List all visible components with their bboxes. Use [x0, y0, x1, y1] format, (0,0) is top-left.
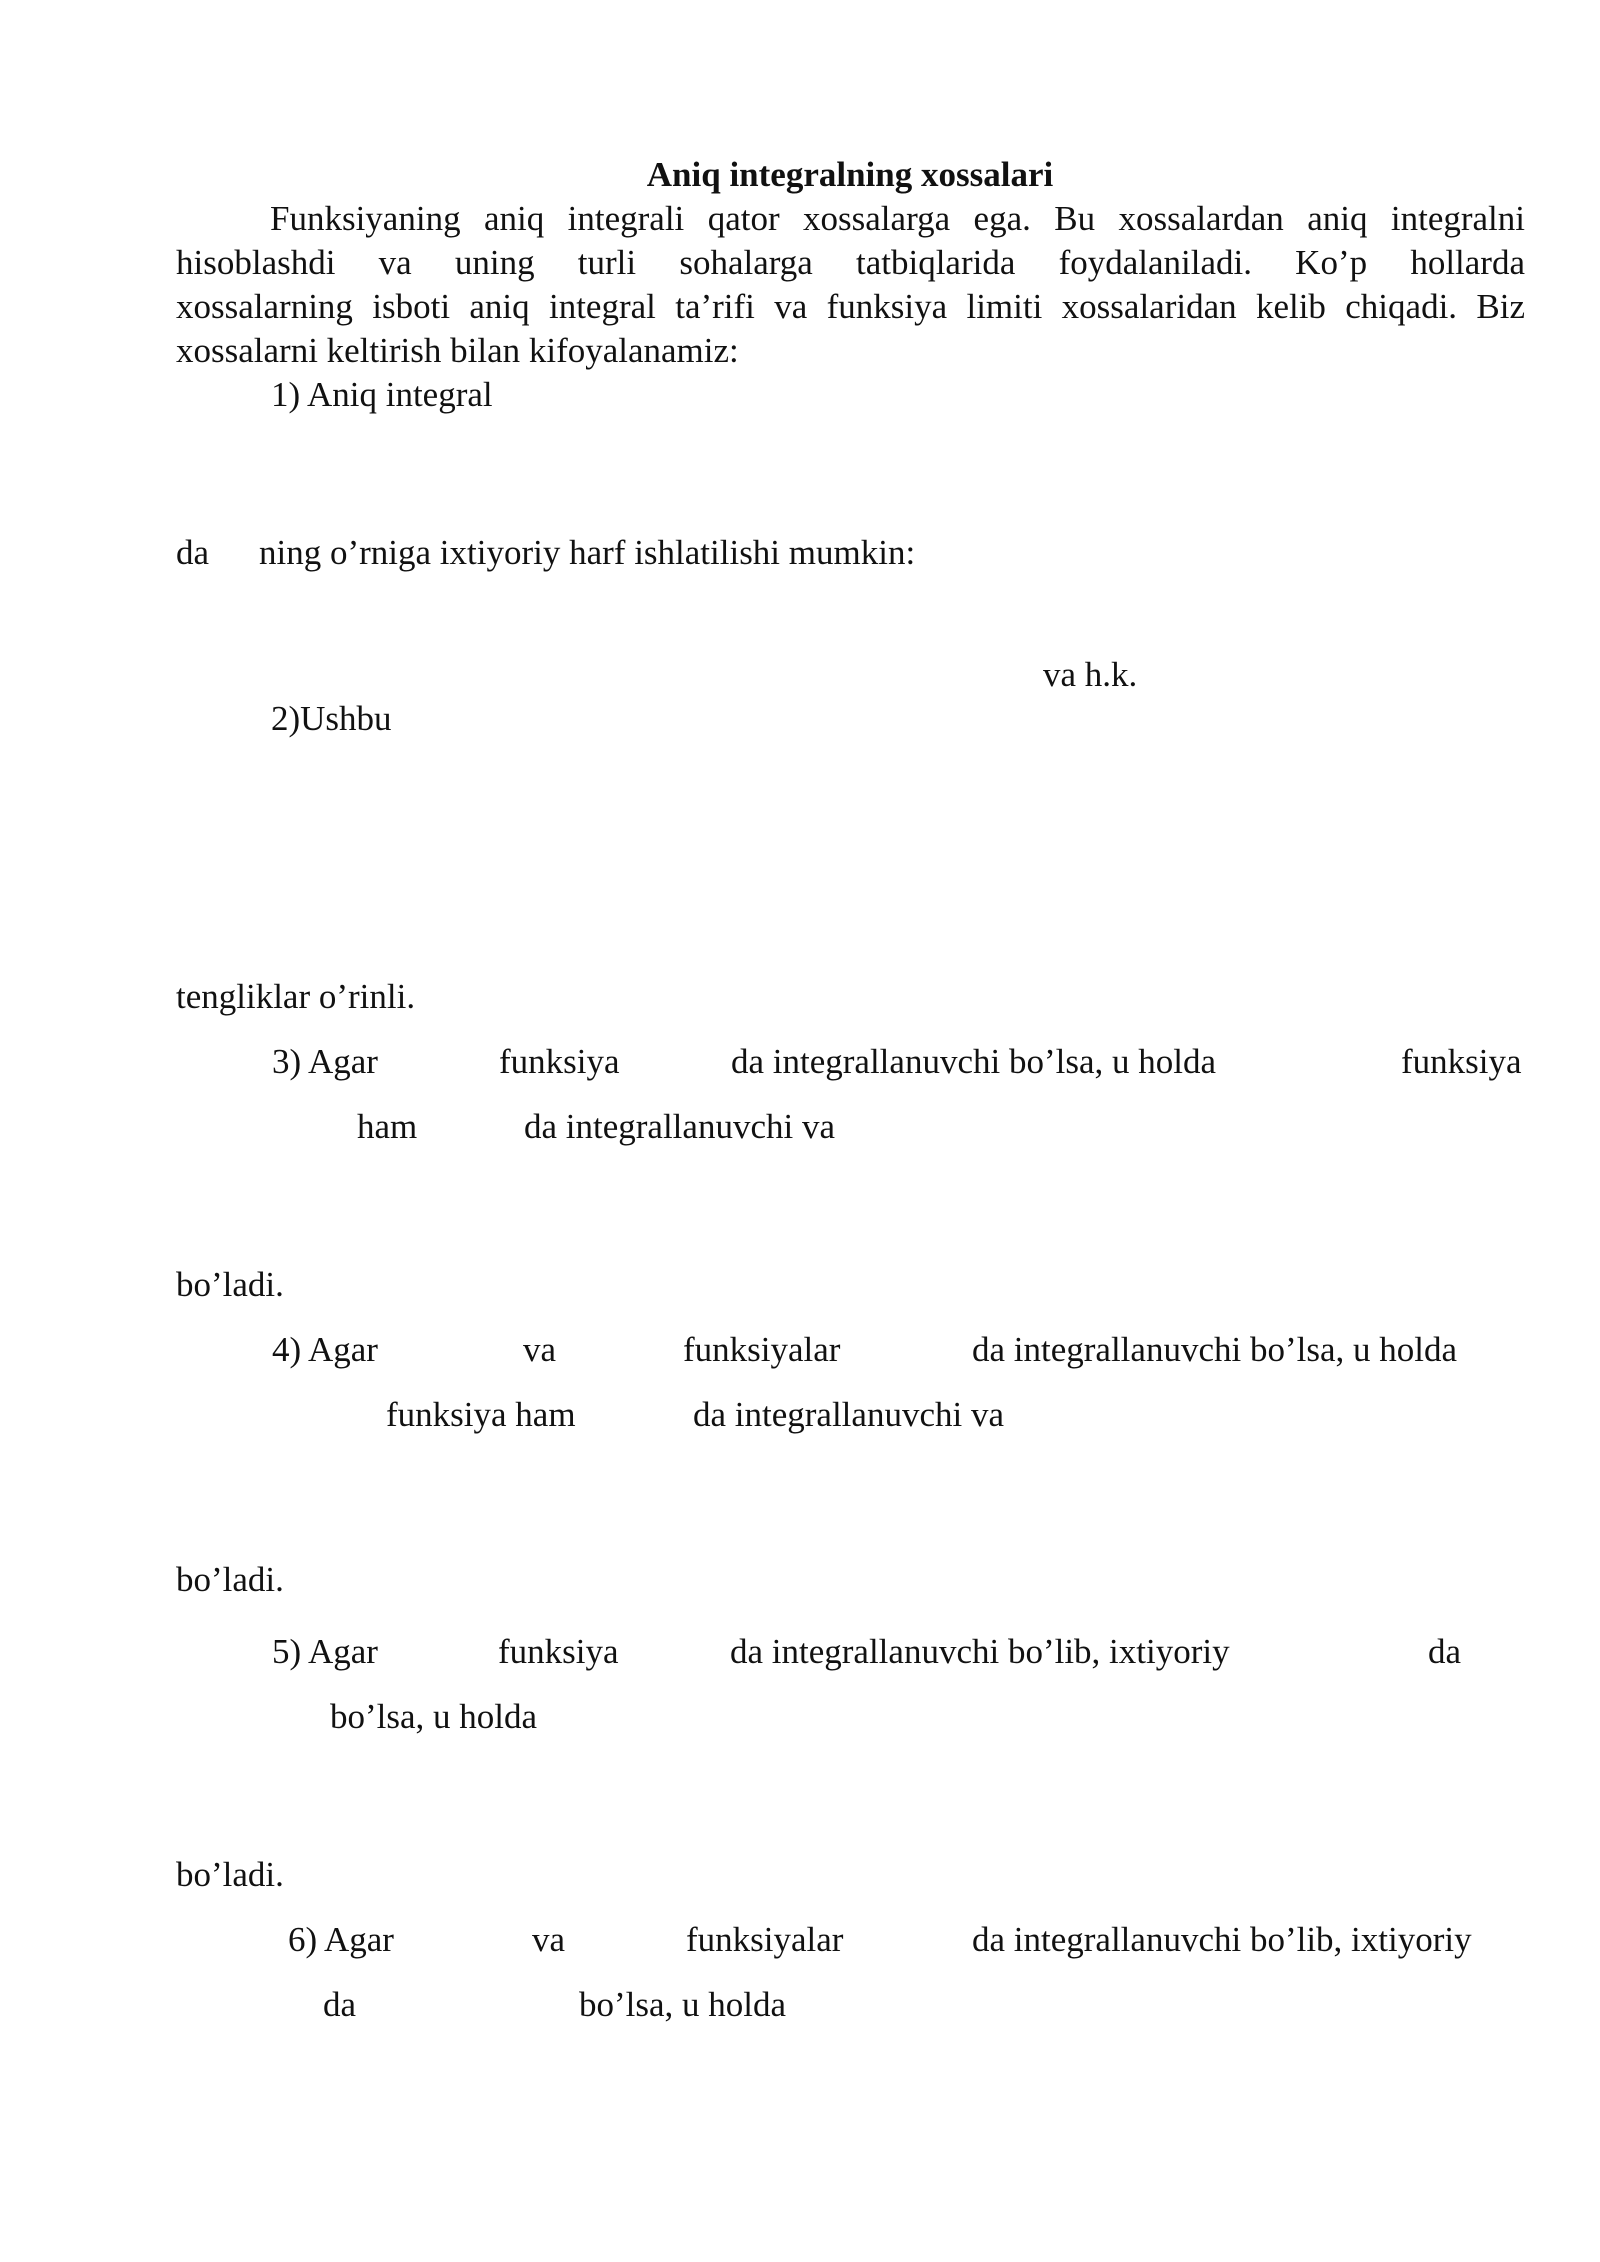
- property-4-agar: 4) Agar: [272, 1330, 378, 1369]
- property-6-va: va: [532, 1920, 566, 1959]
- intro-line-1: Funksiyaning aniq integrali qator xossalarga ega. Bu xossalardan aniq integralni: [270, 199, 1525, 238]
- property-4-funksiya-ham: funksiya ham: [386, 1395, 576, 1434]
- property-1-da: da: [176, 533, 210, 572]
- property-3-agar: 3) Agar: [272, 1042, 378, 1081]
- property-4-integrable: da integrallanuvchi bo’lsa, u holda: [972, 1330, 1457, 1369]
- property-2-label: 2)Ushbu: [271, 699, 392, 738]
- property-4-funksiyalar: funksiyalar: [683, 1330, 841, 1369]
- intro-line-3: xossalarning isboti aniq integral ta’rifi va funksiya limiti xossalaridan kelib chiqadi. Biz: [176, 287, 1525, 326]
- property-1-label: 1) Aniq integral: [271, 375, 493, 414]
- property-5-bolsa: bo’lsa, u holda: [330, 1697, 538, 1736]
- property-6-da: da: [323, 1985, 357, 2024]
- property-2-end: tengliklar o’rinli.: [176, 977, 416, 1016]
- property-3-funksiya-2: funksiya: [1401, 1042, 1522, 1081]
- property-1-etc: va h.k.: [1043, 655, 1138, 694]
- property-4-integrable-and: da integrallanuvchi va: [693, 1395, 1004, 1434]
- property-6-agar: 6) Agar: [288, 1920, 394, 1959]
- intro-line-2: hisoblashdi va uning turli sohalarga tatbiqlarida foydalaniladi. Ko’p hollarda: [176, 243, 1525, 282]
- property-3-integrable-and: da integrallanuvchi va: [524, 1107, 835, 1146]
- property-3-ham: ham: [357, 1107, 418, 1146]
- property-5-da: da: [1428, 1632, 1462, 1671]
- property-4-va: va: [523, 1330, 557, 1369]
- property-1-text: ning o’rniga ixtiyoriy harf ishlatilishi mumkin:: [259, 533, 916, 572]
- property-6-integrable: da integrallanuvchi bo’lib, ixtiyoriy: [972, 1920, 1472, 1959]
- intro-line-4: xossalarni keltirish bilan kifoyalanamiz:: [176, 331, 739, 370]
- property-6-bolsa: bo’lsa, u holda: [579, 1985, 787, 2024]
- property-4-end: bo’ladi.: [176, 1560, 284, 1599]
- property-3-integrable: da integrallanuvchi bo’lsa, u holda: [731, 1042, 1216, 1081]
- property-5-end: bo’ladi.: [176, 1855, 284, 1894]
- property-3-funksiya: funksiya: [499, 1042, 620, 1081]
- property-5-agar: 5) Agar: [272, 1632, 378, 1671]
- page-title: Aniq integralning xossalari: [646, 155, 1054, 194]
- property-6-funksiyalar: funksiyalar: [686, 1920, 844, 1959]
- property-5-integrable: da integrallanuvchi bo’lib, ixtiyoriy: [730, 1632, 1230, 1671]
- property-5-funksiya: funksiya: [498, 1632, 619, 1671]
- property-3-end: bo’ladi.: [176, 1265, 284, 1304]
